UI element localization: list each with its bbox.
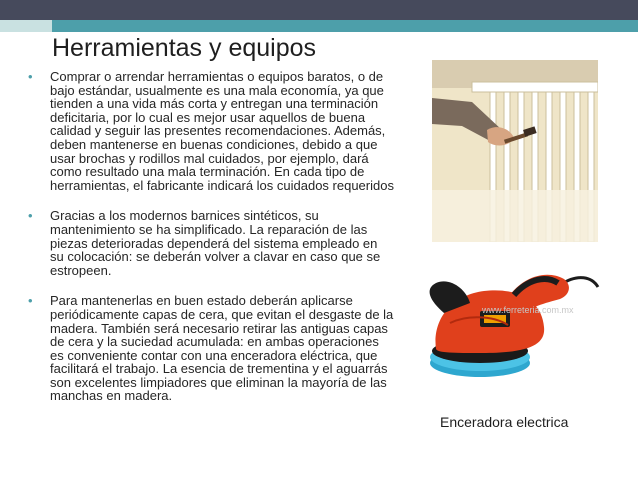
polisher-photo xyxy=(410,245,600,397)
bullet-text: Gracias a los modernos barnices sintéticos, su mantenimiento se ha simplificado. La reparación de las piezas deterioradas dependerá del sistema empleado en su colocación: se deberán volver a clavar en caso que se estropeen. xyxy=(50,208,381,278)
image-caption: Enceradora electrica xyxy=(440,414,569,430)
bullet-dot-icon: • xyxy=(28,293,33,309)
bullet-dot-icon: • xyxy=(28,69,33,84)
bullet-item xyxy=(22,209,394,277)
polisher-illustration xyxy=(410,245,600,397)
top-bar xyxy=(0,0,638,20)
painting-illustration xyxy=(432,60,598,242)
watermark-text: www.ferreteria.com.mx xyxy=(482,305,574,315)
bullet-text: Comprar o arrendar herramientas o equipos baratos, o de bajo estándar, usualmente es una mala economía, ya que tienden a una vida más corta y entregan una terminación deficitaria, por lo cual es mejor usar aquellos de buena calidad y seguir las presentes recomendaciones. Además, deben mantenerse en buenas condiciones, debido a que usar brochas y rodillos mal cuidados, por ejemplo, dará como resultado una mala terminación. En cada tipo de herramientas, el fabricante indicará los cuidados requeridos xyxy=(50,69,394,193)
slide-title: Herramientas y equipos xyxy=(52,34,317,62)
header-accent xyxy=(52,20,638,32)
bullet-list xyxy=(22,70,394,420)
bullet-item xyxy=(22,294,394,403)
bullet-item xyxy=(22,70,394,192)
painting-photo xyxy=(432,60,598,242)
bullet-text: Para mantenerlas en buen estado deberán aplicarse periódicamente capas de cera, que evitan el desgaste de la madera. También será necesario retirar las antiguas capas de cera y la suciedad acumulada: en ambas operaciones es conveniente contar con una enceradora eléctrica, que facilitará el trabajo. La esencia de trementina y el aguarrás son excelentes limpiadores que eliminan la mayoría de las manchas en madera. xyxy=(50,293,394,404)
bullet-dot-icon: • xyxy=(28,208,33,224)
